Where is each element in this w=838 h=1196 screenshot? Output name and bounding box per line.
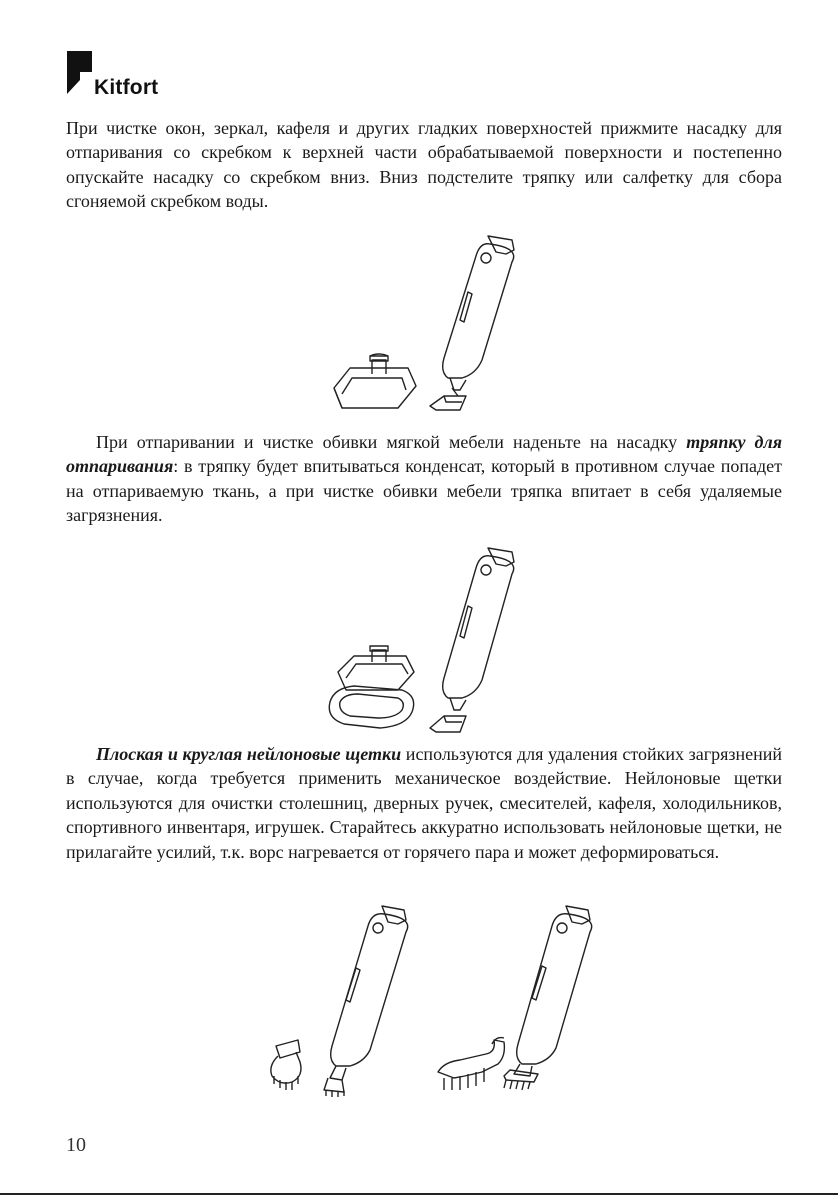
steamer-with-flat-brush-icon [434,900,604,1100]
paragraph-text-after: : в тряпку будет впитываться конденсат, который в противном случае попадет на отпариваемую ткань, а при чистке обивки мебели тряпка впитает в себя удаляемые загрязнения. [66,456,782,526]
paragraph-text-before: При отпаривании и чистке обивки мягкой мебели наденьте на насадку [96,432,687,452]
bottom-divider [0,1193,838,1195]
brand-logo [66,50,176,102]
instruction-paragraph-nylon-brushes [66,742,782,864]
brand-name: Kitfort [94,76,159,99]
kitfort-logo-icon [66,50,94,100]
paragraph-text-after: используются для удаления стойких загрязнений в случае, когда требуется применить механическое воздействие. Нейлоновые щетки используются для очистки столешниц, дверных ручек, смесителей, кафеля, холодильников, спортивного инвентаря, игрушек. Старайтесь аккуратно использовать нейлоновые щетки, не прилагайте усилий, т.к. ворс нагревается от горячего пара и может деформироваться. [66,744,783,862]
steamer-with-cloth-nozzle-icon [320,540,520,740]
emphasis-brushes: Плоская и круглая нейлоновые щетки [96,744,402,764]
page-number: 10 [66,1134,86,1156]
instruction-paragraph-upholstery [66,430,782,528]
emphasis-cloth: тряпку для отпаривания [66,432,782,477]
paragraph-text: При чистке окон, зеркал, кафеля и других гладких поверхностей прижмите насадку для отпаривания со скребком к верхней части обрабатываемой поверхности и постепенно опускайте насадку со скребком вниз. Вниз подстелите тряпку или салфетку для сбора сгоняемой скребком воды. [66,118,782,212]
instruction-paragraph-windows [66,116,782,214]
steamer-with-round-brush-icon [258,900,418,1100]
steamer-with-scraper-nozzle-icon [320,228,520,418]
